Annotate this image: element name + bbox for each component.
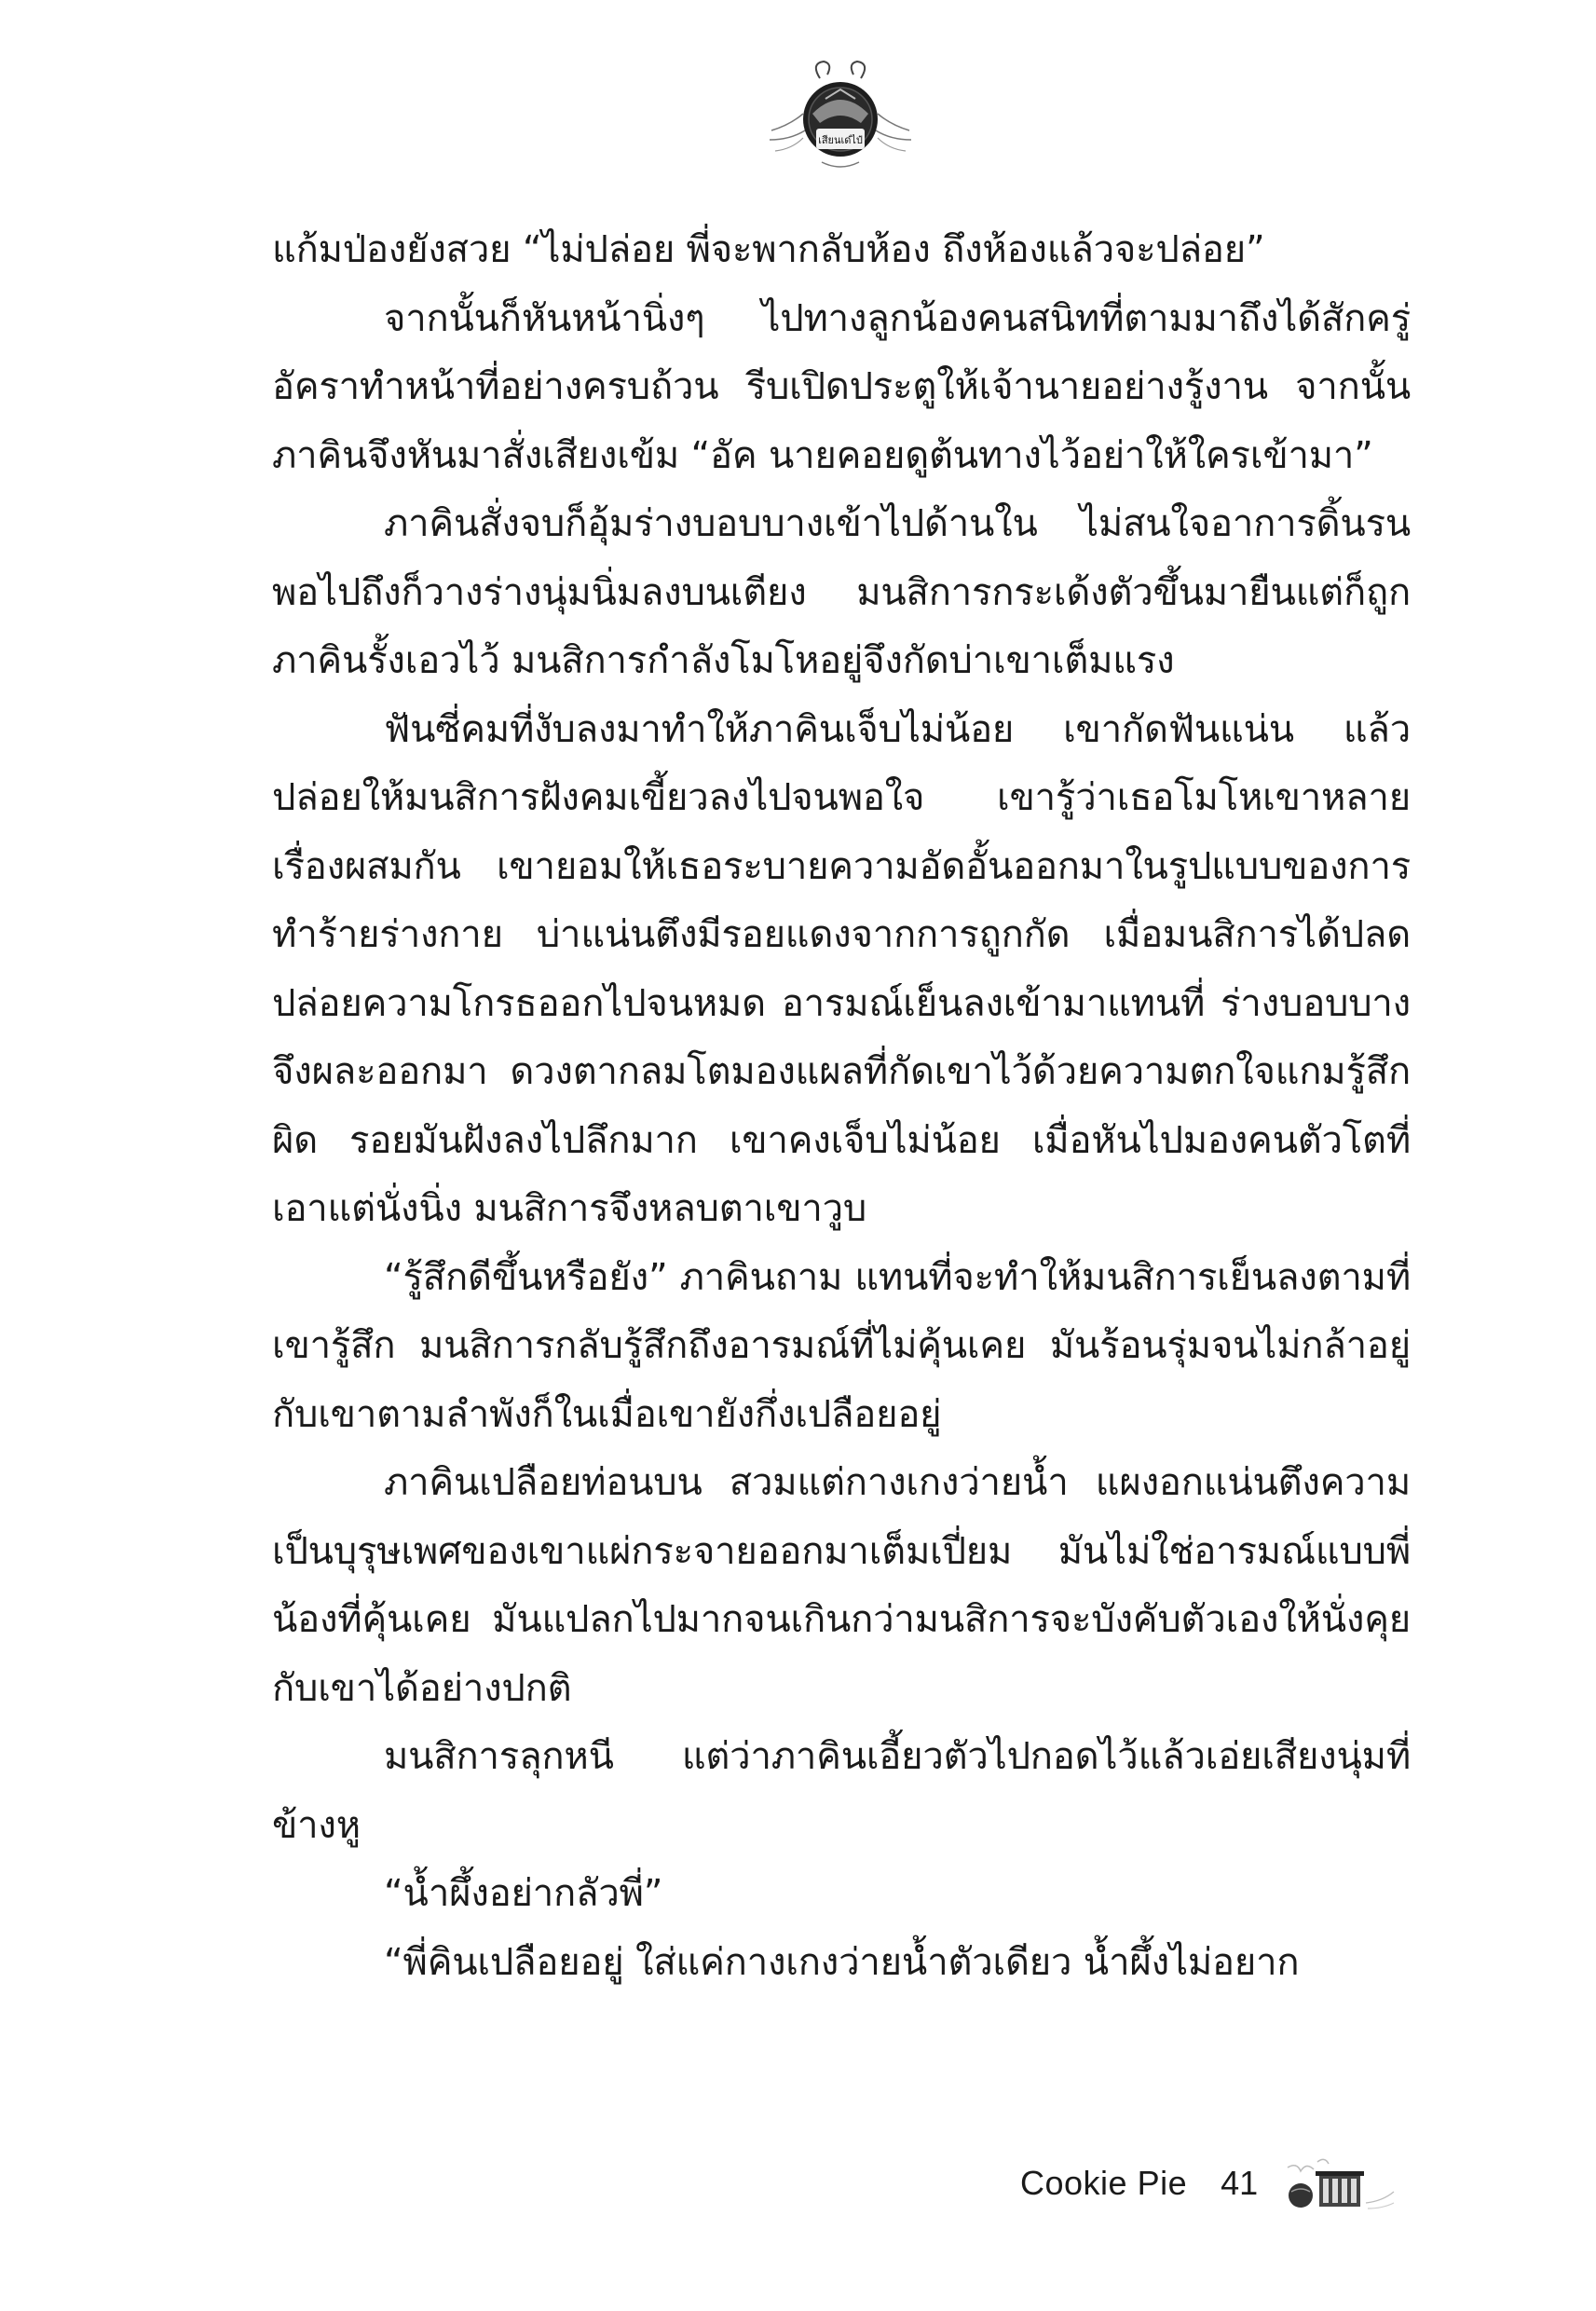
page-footer <box>1020 2151 1439 2216</box>
paragraph: “พี่คินเปลือยอยู่ ใส่แค่กางเกงว่ายน้ำตัวเดียว น้ำผึ้งไม่อยาก <box>384 1940 1300 1984</box>
paragraph: มนสิการลุกหนี แต่ว่าภาคินเอี้ยวตัวไปกอดไว้แล้วเอ่ยเสียงนุ่มที่ข้างหู <box>272 1735 1411 1847</box>
page-number: 41 <box>1221 2164 1259 2202</box>
paragraph: แก้มป่องยังสวย “ไม่ปล่อย พี่จะพากลับห้อง ถึงห้องแล้วจะปล่อย” <box>272 228 1265 271</box>
logo-text: เสียนเด๋ไป๋ <box>818 134 863 146</box>
tea-set-icon <box>1280 2151 1401 2216</box>
publisher-logo-icon <box>766 58 915 179</box>
paragraph: ภาคินเปลือยท่อนบน สวมแต่กางเกงว่ายน้ำ แผงอกแน่นตึงความเป็นบุรุษเพศของเขาแผ่กระจายออกมาเต็มเปี่ยม มันไม่ใช่อารมณ์แบบพี่น้องที่คุ้นเคย มันแปลกไปมากจนเกินกว่ามนสิการจะบังคับตัวเองให้นั่งคุยกับเขาได้อย่างปกติ <box>272 1461 1411 1710</box>
paragraph: ภาคินสั่งจบก็อุ้มร่างบอบบางเข้าไปด้านใน ไม่สนใจอาการดิ้นรน พอไปถึงก็วางร่างนุ่มนิ่มลงบนเตียง มนสิการกระเด้งตัวขึ้นมายืนแต่ก็ถูกภาคินรั้งเอวไว้ มนสิการกำลังโมโหอยู่จึงกัดบ่าเขาเต็มแรง <box>272 502 1411 682</box>
chapter-body-text <box>272 216 1411 2099</box>
paragraph: ฟันซี่คมที่งับลงมาทำให้ภาคินเจ็บไม่น้อย เขากัดฟันแน่น แล้วปล่อยให้มนสิการฝังคมเขี้ยวลงไปจนพอใจ เขารู้ว่าเธอโมโหเขาหลายเรื่องผสมกัน เขายอมให้เธอระบายความอัดอั้นออกมาในรูปแบบของการทำร้ายร่างกาย บ่าแน่นตึงมีรอยแดงจากการถูกกัด เมื่อมนสิการได้ปลดปล่อยความโกรธออกไปจนหมด อารมณ์เย็นลงเข้ามาแทนที่ ร่างบอบบางจึงผละออกมา ดวงตากลมโตมองแผลที่กัดเขาไว้ด้วยความตกใจแกมรู้สึกผิด รอยมันฝังลงไปลึกมาก เขาคงเจ็บไม่น้อย เมื่อหันไปมองคนตัวโตที่เอาแต่นั่งนิ่ง มนสิการจึงหลบตาเขาวูบ <box>272 707 1411 1230</box>
paragraph: “น้ำผึ้งอย่ากลัวพี่” <box>384 1872 663 1915</box>
paragraph: จากนั้นก็หันหน้านิ่งๆ ไปทางลูกน้องคนสนิทที่ตามมาถึงได้สักครู่ อัคราทำหน้าที่อย่างครบถ้วน รีบเปิดประตูให้เจ้านายอย่างรู้งาน จากนั้นภาคินจึงหันมาสั่งเสียงเข้ม “อัค นายคอยดูต้นทางไว้อย่าให้ใครเข้ามา” <box>272 296 1411 477</box>
paragraph: “รู้สึกดีขึ้นหรือยัง” ภาคินถาม แทนที่จะทำให้มนสิการเย็นลงตามที่เขารู้สึก มนสิการกลับรู้สึกถึงอารมณ์ที่ไม่คุ้นเคย มันร้อนรุ่มจนไม่กล้าอยู่กับเขาตามลำพังก็ในเมื่อเขายังกึ่งเปลือยอยู่ <box>272 1255 1411 1436</box>
footer-brand: Cookie Pie <box>1020 2164 1188 2202</box>
